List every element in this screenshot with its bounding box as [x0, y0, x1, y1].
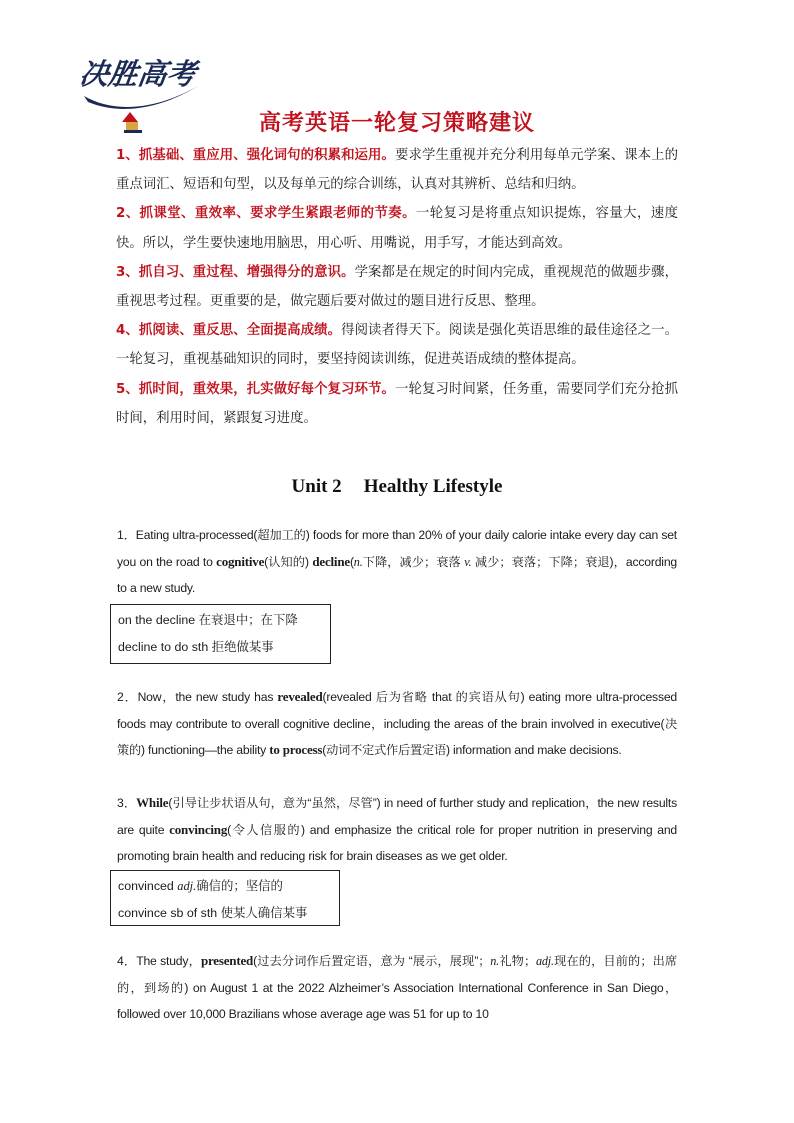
- strategy-body: 学案都是在规定的时间内完成，重视规范的做题步骤，重视思考过程。更重要的是，做完题后要对做过的题目进行反思、整理。: [116, 264, 678, 310]
- page-title: 高考英语一轮复习策略建议: [258, 111, 535, 136]
- strategy-heading: 3、抓自习、重过程、增强得分的意识。: [116, 264, 355, 280]
- sentence-text: (引导让步状语从句，意为“虽然，尽管”) in need of further study and replication，the new results are quite: [117, 796, 677, 837]
- pos-abbrev: adj.: [177, 879, 197, 893]
- phrase-text: convinced: [118, 879, 178, 893]
- key-word: decline: [312, 553, 350, 569]
- strategy-list: [116, 141, 678, 433]
- logo-text: 决胜高考: [77, 57, 199, 91]
- pos-abbrev: v.: [464, 554, 472, 569]
- sentence-3: [117, 790, 677, 870]
- sentence-text: 现在的，目前的；出席的，到场的) on August 1 at the 2022 Alzheimer’s Association International Conference in San Diego，followed over 10,000 Brazilians whose average age was 51 for up to 10: [117, 954, 677, 1021]
- sentence-1: [117, 522, 677, 602]
- pos-abbrev: adj.: [535, 954, 554, 968]
- sentence-text: 3．: [117, 796, 137, 810]
- pos-abbrev: n.: [353, 554, 363, 569]
- sentence-text: (: [349, 554, 354, 569]
- sentence-text: 礼物；: [499, 954, 536, 968]
- pos-abbrev: n.: [490, 954, 499, 968]
- key-word: presented: [200, 953, 254, 968]
- sentence-text: 下降，减少；衰落: [362, 554, 465, 569]
- phrase-line: [118, 873, 331, 900]
- phrase-line: convince sb of sth 使某人确信某事: [118, 906, 308, 920]
- sentence-text: 1．Eating ultra-processed(超加工的) foods for more than 20% of your daily calorie intake every day can set you on the road to: [117, 528, 677, 569]
- strategy-heading: 5、抓时间，重效果，扎实做好每个复习环节。: [116, 381, 396, 397]
- key-word: cognitive: [216, 553, 265, 569]
- phrase-box-1: [110, 604, 331, 664]
- strategy-heading: 1、抓基础、重应用、强化词句的积累和运用。: [116, 148, 396, 163]
- sentence-text: (令人信服的) and emphasize the critical role for proper nutrition in preserving and promoting brain health and reducing risk for brain diseases as we get older.: [117, 822, 677, 863]
- key-word: revealed: [277, 689, 323, 704]
- sentence-4: [117, 948, 677, 1028]
- phrase-box-2: [110, 870, 340, 926]
- sentence-text: 减少；衰落；下降；衰退)，according to a new study.: [117, 554, 677, 595]
- strategy-item: [116, 316, 678, 374]
- key-word: convincing: [169, 821, 228, 837]
- unit-heading: [0, 476, 794, 498]
- strategy-item: [116, 141, 678, 199]
- strategy-heading: 4、抓阅读、重反思、全面提高成绩。: [116, 323, 342, 339]
- strategy-item: [116, 199, 678, 257]
- strategy-heading: 2、抓课堂、重效率、要求学生紧跟老师的节奏。: [116, 206, 416, 222]
- sentence-text: (动词不定式作后置定语) information and make decisions.: [322, 743, 622, 757]
- strategy-body: 得阅读者得天下。阅读是强化英语思维的最佳途径之一。一轮复习，重视基础知识的同时，要坚持阅读训练，促进英语成绩的整体提高。: [116, 323, 678, 368]
- phrase-text: 确信的；坚信的: [196, 879, 283, 893]
- sentence-text: (认知的): [264, 554, 313, 569]
- unit-number: Unit 2: [291, 476, 342, 497]
- phrase-line: on the decline 在衰退中；在下降: [118, 613, 298, 627]
- strategy-body: 要求学生重视并充分利用每单元学案、课本上的重点词汇、短语和句型，以及每单元的综合训练，认真对其辨析、总结和归纳。: [116, 148, 679, 193]
- strategy-body: 一轮复习是将重点知识提炼，容量大，速度快。所以，学生要快速地用脑思，用心听、用嘴说，用手写，才能达到高效。: [116, 206, 678, 251]
- sentence-text: 2．Now，the new study has: [117, 690, 278, 704]
- strategy-item: [116, 375, 678, 433]
- sentence-text: (revealed 后为省略 that 的宾语从句) eating more ultra-processed foods may contribute to overall cognitive decline，including the areas of the brain involved in executive(决策的) functioning—the ability: [117, 690, 677, 757]
- sentence-2: [117, 684, 677, 764]
- key-word: to process: [269, 742, 323, 757]
- sentence-text: (过去分词作后置定语，意为 “展示，展现”；: [253, 954, 491, 968]
- strategy-item: [116, 258, 678, 316]
- phrase-line: decline to do sth 拒绝做某事: [118, 640, 274, 654]
- sentence-text: 4．The study，: [117, 954, 201, 968]
- key-word: While: [136, 795, 169, 810]
- unit-name: Healthy Lifestyle: [363, 476, 503, 497]
- strategy-body: 一轮复习时间紧，任务重，需要同学们充分抢抓时间，利用时间，紧跟复习进度。: [116, 381, 679, 426]
